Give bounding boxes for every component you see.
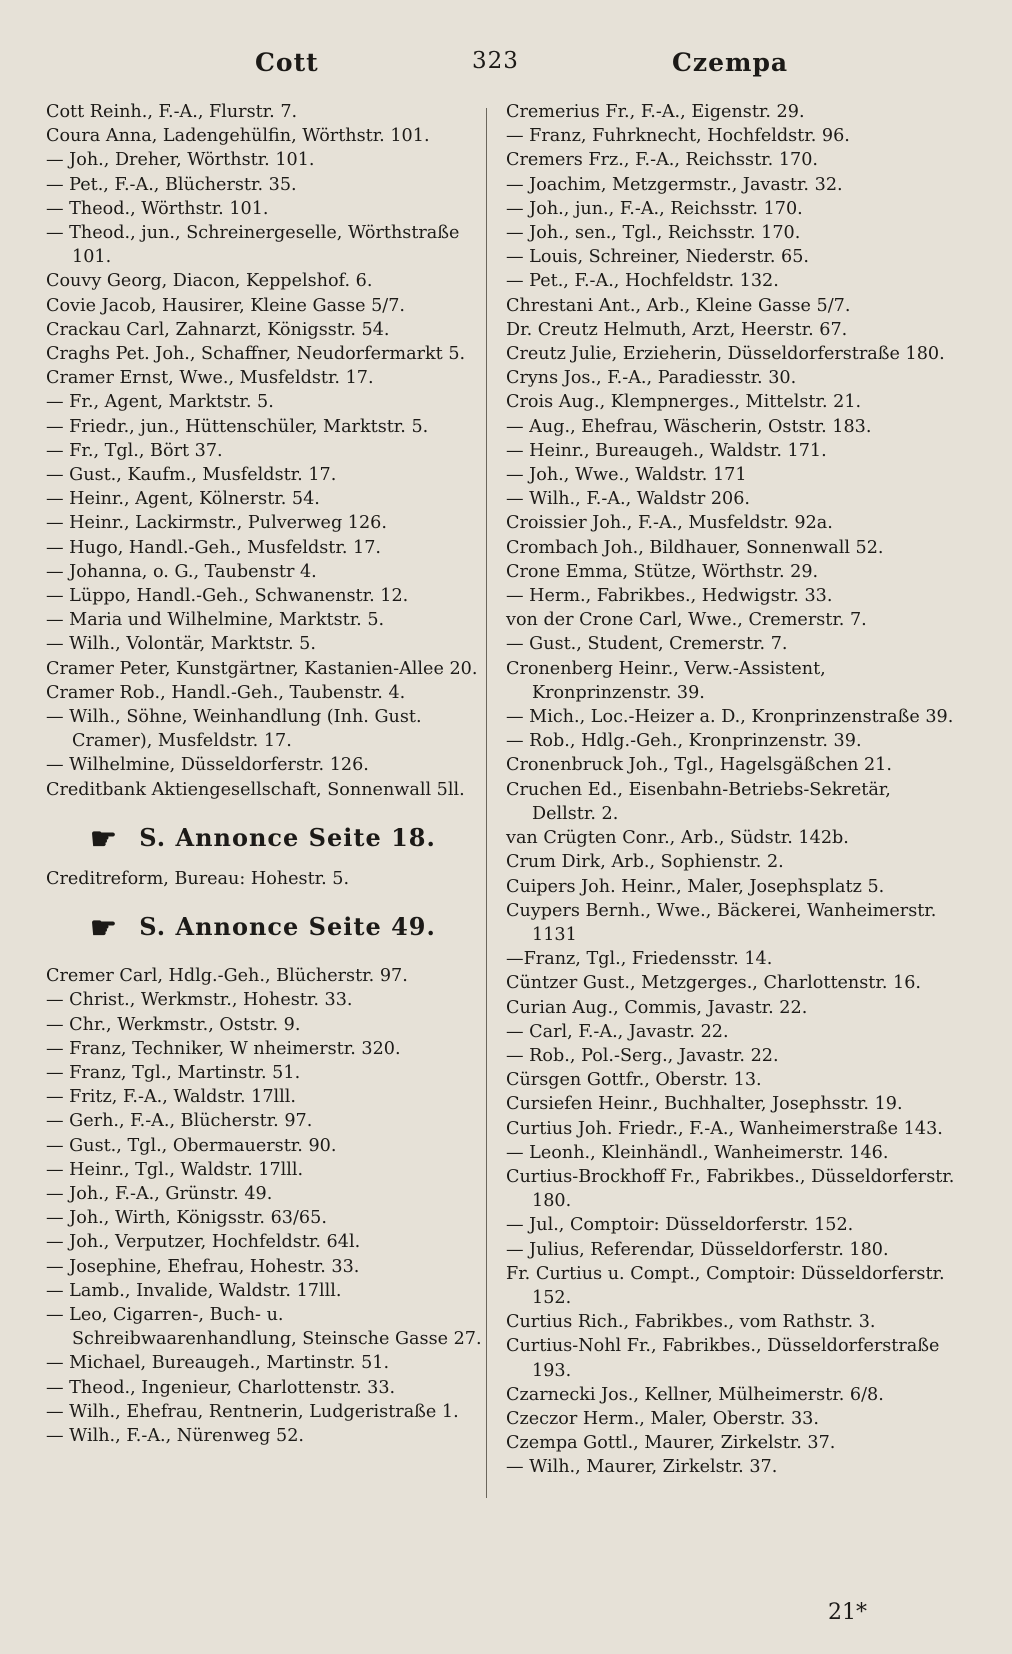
directory-entry: Curtius-Nohl Fr., Fabrikbes., Düsseldorferstraße 193.	[506, 1336, 940, 1381]
directory-entry: Cremerius Fr., F.-A., Eigenstr. 29.	[506, 102, 805, 122]
directory-entry: Cremers Frz., F.-A., Reichsstr. 170.	[506, 150, 818, 171]
directory-entry: — Heinr., Bureaugeh., Waldstr. 171.	[506, 440, 827, 461]
directory-entry: Craghs Pet. Joh., Schaffner, Neudorfermarkt 5.	[46, 344, 466, 365]
directory-entry: — Theod., Wörthstr. 101.	[46, 198, 269, 219]
directory-entry: — Leo, Cigarren-, Buch- u. Schreibwaarenhandlung, Steinsche Gasse 27.	[46, 1304, 482, 1350]
directory-entry: — Fritz, F.-A., Waldstr. 17lll.	[46, 1087, 296, 1108]
directory-entry: — Gust., Kaufm., Musfeldstr. 17.	[46, 465, 337, 486]
directory-entry: — Julius, Referendar, Düsseldorferstr. 180.	[506, 1239, 889, 1260]
directory-entry: — Michael, Bureaugeh., Martinstr. 51.	[46, 1353, 390, 1374]
directory-entry: Curtius-Brockhoff Fr., Fabrikbes., Düsseldorferstr. 180.	[506, 1166, 955, 1212]
directory-entry: Creditbank Aktiengesellschaft, Sonnenwall 5ll.	[46, 779, 465, 800]
directory-entry: Cruchen Ed., Eisenbahn-Betriebs-Sekretär, Dellstr. 2.	[506, 779, 891, 824]
directory-entry: Cursiefen Heinr., Buchhalter, Josephsstr. 19.	[506, 1094, 903, 1115]
directory-entry: Cürsgen Gottfr., Oberstr. 13.	[506, 1070, 762, 1091]
directory-entry: — Fr., Tgl., Bört 37.	[46, 440, 223, 461]
directory-entry: Fr. Curtius u. Compt., Comptoir: Düsseldorferstr. 152.	[506, 1263, 945, 1308]
left-column	[46, 100, 486, 1448]
spacer	[46, 802, 486, 816]
right-column	[506, 100, 956, 1480]
directory-entry: Czeczor Herm., Maler, Oberstr. 33.	[506, 1408, 819, 1429]
signature-mark: 21*	[828, 1600, 867, 1625]
directory-entry: Crois Aug., Klempnerges., Mittelstr. 21.	[506, 392, 862, 413]
page-number: 323	[472, 48, 519, 74]
directory-entry: — Joh., Verputzer, Hochfeldstr. 64l.	[46, 1232, 361, 1253]
directory-entry: — Franz, Tgl., Martinstr. 51.	[46, 1062, 301, 1083]
directory-entry: Cüntzer Gust., Metzgerges., Charlottenstr. 16.	[506, 973, 922, 994]
directory-entry: — Franz, Techniker, W nheimerstr. 320.	[46, 1038, 401, 1059]
directory-entry: Crum Dirk, Arb., Sophienstr. 2.	[506, 852, 784, 873]
directory-entry: Covie Jacob, Hausirer, Kleine Gasse 5/7.	[46, 295, 406, 316]
directory-entry: — Joh., F.-A., Grünstr. 49.	[46, 1183, 273, 1204]
annonce-notice	[90, 822, 486, 857]
directory-entry: — Joh., Dreher, Wörthstr. 101.	[46, 150, 315, 171]
directory-entry: Crone Emma, Stütze, Wörthstr. 29.	[506, 561, 819, 582]
directory-entry: — Carl, F.-A., Javastr. 22.	[506, 1021, 729, 1042]
directory-entry: — Theod., jun., Schreinergeselle, Wörthstraße 101.	[46, 223, 460, 268]
directory-entry: Czarnecki Jos., Kellner, Mülheimerstr. 6/8.	[506, 1384, 884, 1405]
directory-entry: — Leonh., Kleinhändl., Wanheimerstr. 146.	[506, 1142, 889, 1163]
spacer	[46, 956, 486, 964]
column-divider	[486, 108, 487, 1498]
header-right-keyword: Czempa	[672, 48, 789, 77]
directory-entry: Cronenbruck Joh., Tgl., Hagelsgäßchen 21.	[506, 755, 892, 776]
directory-entry: — Rob., Pol.-Serg., Javastr. 22.	[506, 1045, 779, 1066]
directory-entry: — Rob., Hdlg.-Geh., Kronprinzenstr. 39.	[506, 731, 862, 752]
directory-entry: — Joh., Wwe., Waldstr. 171	[506, 465, 747, 486]
directory-entry: Cramer Rob., Handl.-Geh., Taubenstr. 4.	[46, 682, 406, 703]
directory-entry: Dr. Creutz Helmuth, Arzt, Heerstr. 67.	[506, 319, 848, 340]
directory-entry: — Wilh., Ehefrau, Rentnerin, Ludgeristraße 1.	[46, 1401, 459, 1422]
directory-entry: — Herm., Fabrikbes., Hedwigstr. 33.	[506, 586, 833, 607]
directory-entry: Curtius Joh. Friedr., F.-A., Wanheimerstraße 143.	[506, 1118, 943, 1139]
directory-entry: — Hugo, Handl.-Geh., Musfeldstr. 17.	[46, 537, 381, 558]
directory-entry: — Joh., jun., F.-A., Reichsstr. 170.	[506, 198, 803, 219]
directory-entry: — Wilh., Volontär, Marktstr. 5.	[46, 634, 316, 655]
directory-entry: von der Crone Carl, Wwe., Cremerstr. 7.	[506, 610, 867, 631]
directory-entry: — Louis, Schreiner, Niederstr. 65.	[506, 247, 809, 268]
header-left-keyword: Cott	[255, 48, 319, 77]
directory-entry: Creditreform, Bureau: Hohestr. 5.	[46, 868, 350, 889]
spacer	[46, 891, 486, 905]
directory-entry: Cronenberg Heinr., Verw.-Assistent, Kronprinzenstr. 39.	[506, 658, 826, 703]
directory-entry: — Jul., Comptoir: Düsseldorferstr. 152.	[506, 1215, 854, 1236]
directory-entry: Couvy Georg, Diacon, Keppelshof. 6.	[46, 271, 373, 292]
directory-entry: — Wilh., F.-A., Nürenweg 52.	[46, 1425, 304, 1446]
directory-entry: — Wilhelmine, Düsseldorferstr. 126.	[46, 755, 369, 776]
directory-entry: — Heinr., Tgl., Waldstr. 17lll.	[46, 1159, 304, 1180]
annonce-text: S. Annonce Seite 49.	[139, 912, 436, 942]
directory-entry: — Fr., Agent, Marktstr. 5.	[46, 392, 274, 413]
directory-entry: — Mich., Loc.-Heizer a. D., Kronprinzenstraße 39.	[506, 707, 954, 728]
directory-entry: — Heinr., Agent, Kölnerstr. 54.	[46, 489, 320, 510]
directory-entry: Cremer Carl, Hdlg.-Geh., Blücherstr. 97.	[46, 966, 408, 987]
directory-entry: — Gust., Student, Cremerstr. 7.	[506, 634, 788, 655]
annonce-notice	[90, 911, 486, 946]
directory-entry: Cott Reinh., F.-A., Flurstr. 7.	[46, 102, 298, 122]
directory-entry: — Pet., F.-A., Blücherstr. 35.	[46, 174, 297, 195]
directory-entry: van Crügten Conr., Arb., Südstr. 142b.	[506, 828, 849, 849]
pointing-hand-icon: ☛	[90, 911, 118, 947]
directory-entry: — Joachim, Metzgermstr., Javastr. 32.	[506, 174, 843, 195]
directory-entry: —Franz, Tgl., Friedensstr. 14.	[506, 949, 773, 970]
directory-entry: — Theod., Ingenieur, Charlottenstr. 33.	[46, 1377, 396, 1398]
directory-entry: Cryns Jos., F.-A., Paradiesstr. 30.	[506, 368, 797, 389]
pointing-hand-icon: ☛	[90, 821, 118, 857]
directory-entry: Curian Aug., Commis, Javastr. 22.	[506, 997, 808, 1018]
directory-entry: — Pet., F.-A., Hochfeldstr. 132.	[506, 271, 779, 292]
directory-entry: — Gust., Tgl., Obermauerstr. 90.	[46, 1135, 337, 1156]
directory-entry: — Joh., Wirth, Königsstr. 63/65.	[46, 1208, 327, 1229]
directory-entry: — Wilh., F.-A., Waldstr 206.	[506, 489, 751, 510]
directory-entry: — Aug., Ehefrau, Wäscherin, Oststr. 183.	[506, 416, 872, 437]
directory-entry: — Joh., sen., Tgl., Reichsstr. 170.	[506, 223, 801, 244]
directory-entry: — Heinr., Lackirmstr., Pulverweg 126.	[46, 513, 387, 534]
directory-entry: Cramer Ernst, Wwe., Musfeldstr. 17.	[46, 368, 374, 389]
directory-entry: — Gerh., F.-A., Blücherstr. 97.	[46, 1111, 313, 1132]
directory-entry: Crackau Carl, Zahnarzt, Königsstr. 54.	[46, 319, 390, 340]
directory-entry: — Wilh., Söhne, Weinhandlung (Inh. Gust. Cramer), Musfeldstr. 17.	[46, 707, 422, 752]
directory-entry: — Friedr., jun., Hüttenschüler, Marktstr. 5.	[46, 416, 429, 437]
page-header	[0, 48, 1012, 88]
directory-entry: Chrestani Ant., Arb., Kleine Gasse 5/7.	[506, 295, 851, 316]
directory-entry: Cuipers Joh. Heinr., Maler, Josephsplatz 5.	[506, 876, 885, 897]
directory-entry: — Franz, Fuhrknecht, Hochfeldstr. 96.	[506, 126, 850, 147]
directory-entry: Crombach Joh., Bildhauer, Sonnenwall 52.	[506, 537, 884, 558]
directory-entry: — Lamb., Invalide, Waldstr. 17lll.	[46, 1280, 342, 1301]
directory-entry: — Wilh., Maurer, Zirkelstr. 37.	[506, 1457, 778, 1478]
directory-entry: — Johanna, o. G., Taubenstr 4.	[46, 561, 317, 582]
directory-entry: Czempa Gottl., Maurer, Zirkelstr. 37.	[506, 1433, 836, 1454]
directory-entry: Creutz Julie, Erzieherin, Düsseldorferstraße 180.	[506, 344, 945, 365]
directory-entry: — Chr., Werkmstr., Oststr. 9.	[46, 1014, 301, 1035]
directory-entry: Coura Anna, Ladengehülfin, Wörthstr. 101.	[46, 126, 430, 147]
directory-entry: Cramer Peter, Kunstgärtner, Kastanien-Allee 20.	[46, 658, 478, 679]
directory-entry: — Lüppo, Handl.-Geh., Schwanenstr. 12.	[46, 586, 409, 607]
directory-entry: — Maria und Wilhelmine, Marktstr. 5.	[46, 610, 385, 631]
directory-entry: Cuypers Bernh., Wwe., Bäckerei, Wanheimerstr. 1131	[506, 900, 937, 945]
directory-entry: — Christ., Werkmstr., Hohestr. 33.	[46, 990, 353, 1011]
directory-entry: Croissier Joh., F.-A., Musfeldstr. 92a.	[506, 513, 833, 534]
directory-entry: Curtius Rich., Fabrikbes., vom Rathstr. 3.	[506, 1312, 876, 1333]
annonce-text: S. Annonce Seite 18.	[139, 822, 436, 852]
directory-entry: — Josephine, Ehefrau, Hohestr. 33.	[46, 1256, 360, 1277]
